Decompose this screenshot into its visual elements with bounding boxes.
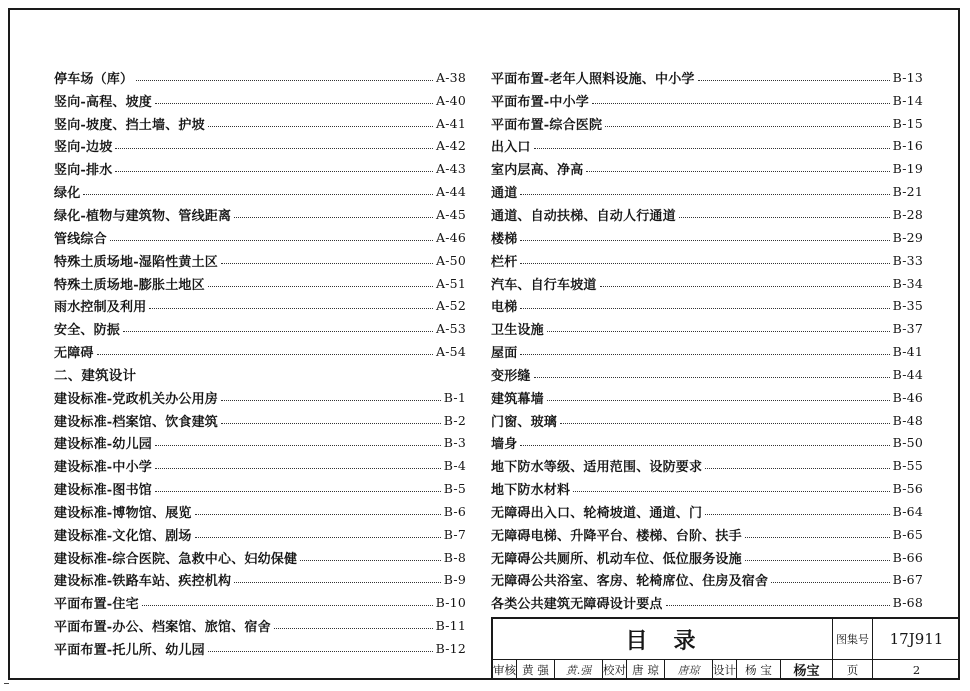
title-block-top-row [493,619,960,660]
entry-page: B-35 [892,298,923,314]
entry-title: 无障碍公共厕所、机动车位、低位服务设施 [491,551,742,567]
toc-entry[interactable] [54,340,466,363]
toc-entry[interactable] [54,89,466,112]
toc-entry[interactable] [491,180,923,203]
entry-page: B-4 [443,458,466,474]
entry-page: B-21 [892,184,923,200]
entry-page: A-38 [436,69,466,85]
check-label: 校对 [603,659,627,680]
toc-entry[interactable] [491,272,923,295]
entry-title: 建设标准-幼儿园 [54,437,152,453]
leader-dots [771,582,889,583]
toc-entry[interactable] [54,591,466,614]
entry-title: 平面布置-托儿所、幼儿园 [54,643,205,659]
entry-title: 特殊土质场地-膨胀土地区 [54,277,205,293]
entry-title: 电梯 [491,300,518,316]
toc-entry[interactable] [491,157,923,180]
entry-title: 特殊土质场地-湿陷性黄土区 [54,254,218,270]
leader-dots [234,217,433,218]
entry-page: B-2 [443,412,466,428]
leader-dots [605,126,889,127]
entry-title: 无障碍电梯、升降平台、楼梯、台阶、扶手 [491,528,742,544]
entry-page: A-46 [436,229,466,245]
entry-title: 平面布置-中小学 [491,94,589,110]
toc-entry[interactable] [491,386,923,409]
entry-page: B-68 [892,595,923,611]
toc-entry[interactable] [54,432,466,455]
toc-entry[interactable] [54,135,466,158]
leader-dots [586,171,889,172]
leader-dots [698,80,890,81]
leader-dots [221,423,441,424]
entry-title: 雨水控制及利用 [54,300,147,316]
entry-page: A-53 [436,321,466,337]
atlas-number-label: 图集号 [833,619,873,659]
entry-page: B-16 [892,138,923,154]
entry-page: B-67 [892,572,923,588]
checker-name: 唐 琼 [627,659,665,680]
leader-dots [234,582,441,583]
leader-dots [534,148,890,149]
toc-entry[interactable] [491,203,923,226]
leader-dots [110,240,433,241]
entry-page: B-14 [892,92,923,108]
entry-page: B-11 [435,618,466,634]
checker-signature: 唐琼 [665,659,713,680]
designer-name: 杨 宝 [737,659,781,680]
entry-title: 无障碍公共浴室、客房、轮椅席位、住房及宿舍 [491,574,769,590]
entry-title: 各类公共建筑无障碍设计要点 [491,597,663,613]
entry-page: B-6 [443,503,466,519]
entry-page: B-56 [892,481,923,497]
toc-entry[interactable] [54,272,466,295]
entry-title: 墙身 [491,437,518,453]
entry-page: B-13 [892,69,923,85]
toc-entry[interactable] [491,249,923,272]
designer-signature: 杨宝 [781,659,833,680]
section-heading-title: 二、建筑设计 [54,368,137,385]
entry-title: 安全、防振 [54,323,121,339]
leader-dots [666,605,890,606]
entry-title: 建设标准-档案馆、饮食建筑 [54,414,218,430]
toc-entry[interactable] [54,409,466,432]
entry-page: B-64 [892,503,923,519]
leader-dots [679,217,890,218]
entry-title: 竖向-高程、坡度 [54,94,152,110]
entry-page: A-50 [436,252,466,268]
entry-title: 屋面 [491,346,518,362]
leader-dots [195,537,441,538]
entry-title: 平面布置-综合医院 [491,117,603,133]
leader-dots [520,194,889,195]
leader-dots [115,171,433,172]
entry-page: A-40 [436,92,466,108]
leader-dots [573,491,889,492]
entry-page: B-55 [892,458,923,474]
entry-page: B-28 [892,206,923,222]
entry-page: B-44 [892,366,923,382]
entry-title: 平面布置-住宅 [54,597,139,613]
toc-entry[interactable] [54,203,466,226]
section-heading [54,363,466,386]
entry-page: B-34 [892,275,923,291]
toc-entry[interactable] [491,66,923,89]
leader-dots [221,400,441,401]
leader-dots [155,103,433,104]
leader-dots [520,354,889,355]
entry-title: 建设标准-中小学 [54,460,152,476]
leader-dots [149,308,433,309]
entry-title: 汽车、自行车坡道 [491,277,597,293]
entry-page: B-29 [892,229,923,245]
review-label: 审核 [493,659,517,680]
entry-title: 平面布置-办公、档案馆、旅馆、宿舍 [54,620,271,636]
leader-dots [600,286,890,287]
title-block [491,617,960,680]
leader-dots [136,80,433,81]
entry-title: 栏杆 [491,254,518,270]
entry-page: A-54 [436,344,466,360]
entry-page: B-5 [443,481,466,497]
toc-entry[interactable] [54,112,466,135]
toc-entry[interactable] [491,432,923,455]
corner-mark [4,683,9,689]
entry-page: B-65 [892,526,923,542]
leader-dots [300,560,441,561]
toc-entry[interactable] [54,454,466,477]
toc-entry[interactable] [491,226,923,249]
entry-title: 无障碍 [54,346,94,362]
entry-title: 绿化 [54,186,81,202]
entry-page: B-12 [435,641,466,657]
toc-right-column [491,66,923,614]
toc-entry[interactable] [54,477,466,500]
toc-entry[interactable] [54,294,466,317]
entry-title: 建设标准-图书馆 [54,483,152,499]
toc-entry[interactable] [54,249,466,272]
entry-page: B-48 [892,412,923,428]
leader-dots [208,126,433,127]
toc-entry[interactable] [54,500,466,523]
title-block-signature-row [493,659,960,680]
entry-title: 建设标准-博物馆、展览 [54,505,192,521]
leader-dots [274,628,433,629]
entry-title: 室内层高、净高 [491,163,584,179]
entry-title: 通道、自动扶梯、自动人行通道 [491,208,676,224]
entry-title: 竖向-边坡 [54,140,113,156]
entry-title: 地下防水材料 [491,483,571,499]
page-number: 2 [912,662,921,677]
leader-dots [547,400,890,401]
leader-dots [592,103,890,104]
entry-title: 门窗、玻璃 [491,414,558,430]
entry-title: 出入口 [491,140,531,156]
toc-entry[interactable] [491,89,923,112]
toc-entry[interactable] [491,500,923,523]
entry-title: 建设标准-文化馆、剧场 [54,528,192,544]
toc-entry[interactable] [491,317,923,340]
entry-page: B-8 [443,549,466,565]
entry-page: A-52 [436,298,466,314]
entry-page: B-3 [443,435,466,451]
entry-title: 竖向-排水 [54,163,113,179]
entry-page: A-45 [436,206,466,222]
toc-entry[interactable] [491,477,923,500]
toc-entry[interactable] [491,135,923,158]
entry-page: A-44 [436,184,466,200]
entry-title: 地下防水等级、适用范围、设防要求 [491,460,703,476]
entry-title: 通道 [491,186,518,202]
toc-entry[interactable] [491,294,923,317]
leader-dots [155,445,441,446]
leader-dots [520,240,889,241]
drawing-title: 目录 [493,619,833,659]
entry-page: B-1 [443,389,466,405]
entry-title: 平面布置-老年人照料设施、中小学 [491,71,695,87]
entry-title: 无障碍出入口、轮椅坡道、通道、门 [491,505,703,521]
toc-left-column [54,66,466,660]
toc-entry[interactable] [54,569,466,592]
entry-title: 楼梯 [491,231,518,247]
toc-entry[interactable] [54,637,466,660]
toc-entry[interactable] [491,112,923,135]
leader-dots [534,377,890,378]
toc-entry[interactable] [491,591,923,614]
entry-page: A-43 [436,161,466,177]
leader-dots [123,331,433,332]
leader-dots [705,468,889,469]
page-label: 页 [833,659,873,680]
entry-title: 建设标准-铁路车站、疾控机构 [54,574,232,590]
leader-dots [221,263,433,264]
entry-page: A-42 [436,138,466,154]
entry-title: 绿化-植物与建筑物、管线距离 [54,208,232,224]
design-label: 设计 [713,659,737,680]
entry-page: B-10 [435,595,466,611]
leader-dots [155,491,441,492]
toc-entry[interactable] [54,523,466,546]
leader-dots [208,286,433,287]
entry-page: B-33 [892,252,923,268]
leader-dots [745,537,890,538]
entry-page: B-19 [892,161,923,177]
leader-dots [520,445,889,446]
toc-entry[interactable] [491,523,923,546]
toc-entry[interactable] [54,226,466,249]
entry-page: B-7 [443,526,466,542]
entry-page: A-41 [436,115,466,131]
leader-dots [705,514,889,515]
leader-dots [520,263,889,264]
leader-dots [208,651,433,652]
leader-dots [83,194,433,195]
toc-entry[interactable] [491,454,923,477]
entry-title: 竖向-坡度、挡土墙、护坡 [54,117,205,133]
toc-entry[interactable] [54,66,466,89]
toc-entry[interactable] [54,546,466,569]
entry-title: 建设标准-党政机关办公用房 [54,391,218,407]
toc-entry[interactable] [491,340,923,363]
entry-page: B-41 [892,344,923,360]
toc-entry[interactable] [54,386,466,409]
toc-entry[interactable] [54,614,466,637]
entry-title: 管线综合 [54,231,107,247]
leader-dots [745,560,890,561]
toc-entry[interactable] [54,157,466,180]
toc-entry[interactable] [491,569,923,592]
entry-page: A-51 [436,275,466,291]
leader-dots [97,354,433,355]
entry-title: 卫生设施 [491,323,544,339]
reviewer-name: 黄 强 [517,659,555,680]
entry-page: B-15 [892,115,923,131]
toc-entry[interactable] [54,317,466,340]
atlas-number: 17J911 [889,630,944,648]
toc-entry[interactable] [491,546,923,569]
entry-page: B-50 [892,435,923,451]
entry-title: 停车场（库） [54,71,134,87]
leader-dots [155,468,441,469]
entry-title: 建设标准-综合医院、急救中心、妇幼保健 [54,551,298,567]
leader-dots [195,514,441,515]
entry-page: B-37 [892,321,923,337]
toc-entry[interactable] [491,409,923,432]
entry-page: B-9 [443,572,466,588]
leader-dots [142,605,433,606]
entry-title: 建筑幕墙 [491,391,544,407]
leader-dots [115,148,433,149]
toc-entry[interactable] [54,180,466,203]
entry-page: B-66 [892,549,923,565]
reviewer-signature: 黄.强 [555,659,603,680]
toc-entry[interactable] [491,363,923,386]
entry-page: B-46 [892,389,923,405]
leader-dots [547,331,890,332]
entry-title: 变形缝 [491,368,531,384]
leader-dots [560,423,890,424]
leader-dots [520,308,889,309]
